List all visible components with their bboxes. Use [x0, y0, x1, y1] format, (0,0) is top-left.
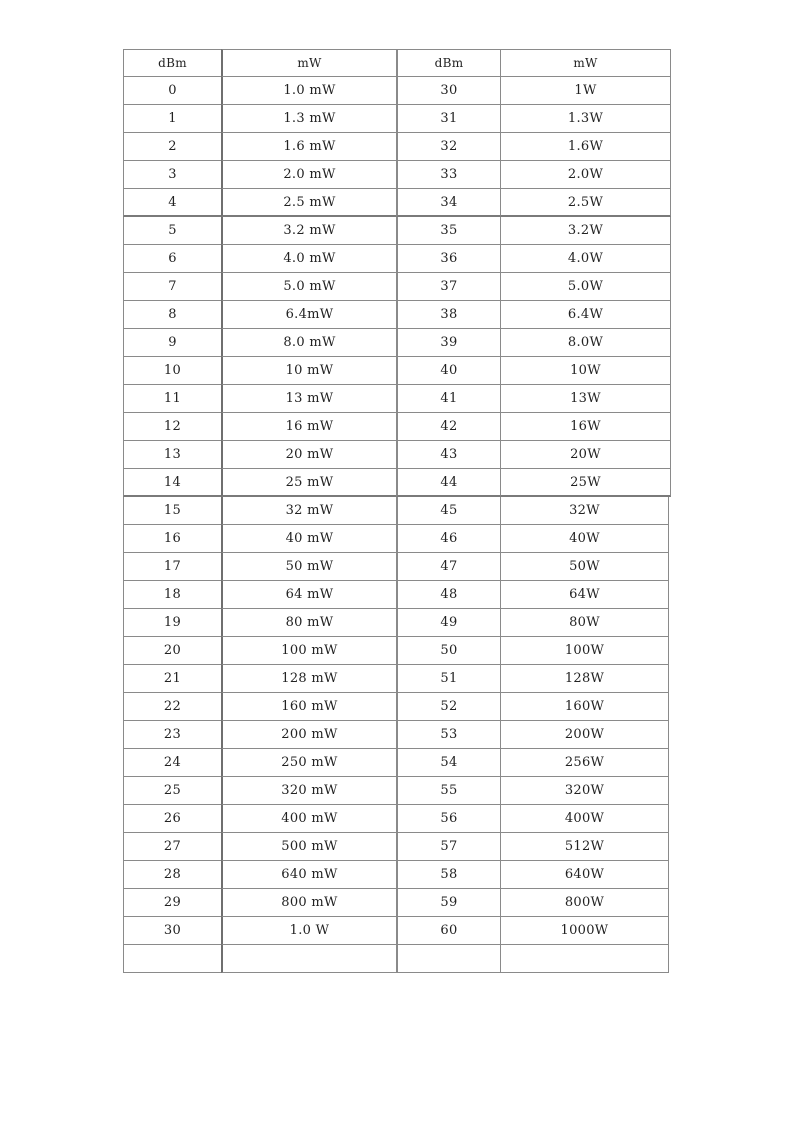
cell-mw-left: 40 mW	[221, 525, 396, 553]
cell-dbm-right: 41	[396, 385, 500, 413]
cell-dbm-right: 44	[396, 469, 500, 497]
cell-mw-left: 5.0 mW	[221, 273, 396, 301]
cell-dbm-right: 47	[396, 553, 500, 581]
header-mw-left: mW	[221, 49, 396, 77]
header-dbm-left: dBm	[123, 49, 221, 77]
cell-dbm-left: 11	[123, 385, 221, 413]
cell-dbm-left: 7	[123, 273, 221, 301]
cell-dbm-right: 50	[396, 637, 500, 665]
cell-dbm-left: 16	[123, 525, 221, 553]
cell-dbm-left: 0	[123, 77, 221, 105]
cell-mw-left: 20 mW	[221, 441, 396, 469]
table-row	[123, 637, 671, 665]
cell-mw-left: 2.5 mW	[221, 189, 396, 217]
table-header-row	[123, 49, 671, 77]
table-row	[123, 385, 671, 413]
cell-mw-left: 1.6 mW	[221, 133, 396, 161]
cell-mw-left: 500 mW	[221, 833, 396, 861]
table-row	[123, 553, 671, 581]
cell-dbm-left: 26	[123, 805, 221, 833]
cell-dbm-left: 25	[123, 777, 221, 805]
table-row	[123, 217, 671, 245]
cell-mw-right: 128W	[500, 665, 669, 693]
cell-mw-right: 80W	[500, 609, 669, 637]
cell-dbm-left: 15	[123, 497, 221, 525]
cell-mw-left: 128 mW	[221, 665, 396, 693]
header-dbm-right: dBm	[396, 49, 500, 77]
cell-mw-right: 3.2W	[500, 217, 671, 245]
cell-mw-left: 25 mW	[221, 469, 396, 497]
table-row	[123, 133, 671, 161]
cell-dbm-left: 17	[123, 553, 221, 581]
table-row	[123, 917, 671, 945]
cell-mw-right: 256W	[500, 749, 669, 777]
table-row	[123, 329, 671, 357]
cell-dbm-left: 12	[123, 413, 221, 441]
table-row	[123, 245, 671, 273]
table-row	[123, 889, 671, 917]
cell-dbm-left: 24	[123, 749, 221, 777]
table-row	[123, 721, 671, 749]
table-row	[123, 665, 671, 693]
cell-dbm-left: 20	[123, 637, 221, 665]
cell-dbm-right: 58	[396, 861, 500, 889]
cell-mw-left: 320 mW	[221, 777, 396, 805]
dbm-to-mw-conversion-table	[123, 49, 671, 973]
cell-mw-right: 2.0W	[500, 161, 671, 189]
table-row	[123, 77, 671, 105]
cell-dbm-left: 5	[123, 217, 221, 245]
cell-mw-right: 800W	[500, 889, 669, 917]
cell-mw-left: 50 mW	[221, 553, 396, 581]
cell-dbm-left: 14	[123, 469, 221, 497]
cell-dbm-left: 28	[123, 861, 221, 889]
cell-mw-right: 640W	[500, 861, 669, 889]
cell-dbm-left: 19	[123, 609, 221, 637]
cell-dbm-left: 10	[123, 357, 221, 385]
table-row	[123, 749, 671, 777]
cell-mw-right: 13W	[500, 385, 671, 413]
cell-dbm-left: 6	[123, 245, 221, 273]
table-row	[123, 581, 671, 609]
cell-mw-right: 6.4W	[500, 301, 671, 329]
table-row	[123, 777, 671, 805]
cell-dbm-left: 2	[123, 133, 221, 161]
cell-dbm-right: 56	[396, 805, 500, 833]
table-row	[123, 497, 671, 525]
cell-dbm-left: 27	[123, 833, 221, 861]
cell-dbm-right: 49	[396, 609, 500, 637]
cell-mw-left: 100 mW	[221, 637, 396, 665]
table-row	[123, 189, 671, 217]
cell-dbm-left: 21	[123, 665, 221, 693]
cell-mw-left: 6.4mW	[221, 301, 396, 329]
table-row	[123, 805, 671, 833]
cell-mw-left: 250 mW	[221, 749, 396, 777]
cell-mw-right	[500, 945, 669, 973]
cell-dbm-left: 22	[123, 693, 221, 721]
cell-mw-left: 800 mW	[221, 889, 396, 917]
cell-mw-right: 5.0W	[500, 273, 671, 301]
cell-mw-right: 25W	[500, 469, 671, 497]
cell-mw-left: 1.0 W	[221, 917, 396, 945]
cell-dbm-right: 33	[396, 161, 500, 189]
cell-dbm-right: 39	[396, 329, 500, 357]
table-row	[123, 861, 671, 889]
cell-mw-left: 16 mW	[221, 413, 396, 441]
cell-mw-right: 20W	[500, 441, 671, 469]
cell-mw-left: 1.0 mW	[221, 77, 396, 105]
cell-mw-right: 512W	[500, 833, 669, 861]
cell-dbm-right: 46	[396, 525, 500, 553]
cell-mw-left: 400 mW	[221, 805, 396, 833]
table-row	[123, 833, 671, 861]
cell-dbm-right: 60	[396, 917, 500, 945]
cell-mw-right: 10W	[500, 357, 671, 385]
cell-mw-right: 16W	[500, 413, 671, 441]
cell-dbm-right: 40	[396, 357, 500, 385]
cell-dbm-right: 38	[396, 301, 500, 329]
cell-dbm-right: 57	[396, 833, 500, 861]
cell-mw-right: 1.3W	[500, 105, 671, 133]
cell-dbm-right: 45	[396, 497, 500, 525]
cell-dbm-right: 51	[396, 665, 500, 693]
cell-dbm-left: 29	[123, 889, 221, 917]
cell-mw-right: 50W	[500, 553, 669, 581]
table-row	[123, 693, 671, 721]
cell-dbm-left: 23	[123, 721, 221, 749]
table-row	[123, 525, 671, 553]
cell-mw-left: 640 mW	[221, 861, 396, 889]
cell-mw-left: 10 mW	[221, 357, 396, 385]
cell-dbm-left: 8	[123, 301, 221, 329]
cell-dbm-left	[123, 945, 221, 973]
cell-mw-left: 1.3 mW	[221, 105, 396, 133]
cell-dbm-right: 31	[396, 105, 500, 133]
cell-mw-right: 64W	[500, 581, 669, 609]
cell-dbm-right: 35	[396, 217, 500, 245]
cell-dbm-right: 32	[396, 133, 500, 161]
cell-dbm-left: 30	[123, 917, 221, 945]
cell-mw-right: 200W	[500, 721, 669, 749]
cell-mw-right: 320W	[500, 777, 669, 805]
table-row	[123, 945, 671, 973]
cell-mw-left: 200 mW	[221, 721, 396, 749]
cell-mw-left: 3.2 mW	[221, 217, 396, 245]
cell-dbm-left: 1	[123, 105, 221, 133]
cell-mw-right: 100W	[500, 637, 669, 665]
cell-dbm-left: 9	[123, 329, 221, 357]
table-row	[123, 105, 671, 133]
cell-mw-right: 160W	[500, 693, 669, 721]
table-row	[123, 357, 671, 385]
table-row	[123, 273, 671, 301]
cell-mw-right: 40W	[500, 525, 669, 553]
cell-dbm-right: 59	[396, 889, 500, 917]
cell-dbm-right: 34	[396, 189, 500, 217]
cell-dbm-right: 55	[396, 777, 500, 805]
cell-mw-right: 8.0W	[500, 329, 671, 357]
cell-mw-right: 4.0W	[500, 245, 671, 273]
cell-mw-left: 80 mW	[221, 609, 396, 637]
cell-dbm-left: 3	[123, 161, 221, 189]
cell-dbm-left: 13	[123, 441, 221, 469]
cell-dbm-right: 30	[396, 77, 500, 105]
cell-mw-right: 2.5W	[500, 189, 671, 217]
table-row	[123, 609, 671, 637]
table-row	[123, 413, 671, 441]
cell-mw-right: 1W	[500, 77, 671, 105]
cell-dbm-right: 37	[396, 273, 500, 301]
table-row	[123, 469, 671, 497]
cell-dbm-right: 48	[396, 581, 500, 609]
cell-mw-left: 160 mW	[221, 693, 396, 721]
cell-dbm-right: 52	[396, 693, 500, 721]
cell-mw-right: 400W	[500, 805, 669, 833]
cell-mw-left: 4.0 mW	[221, 245, 396, 273]
cell-dbm-right: 43	[396, 441, 500, 469]
cell-mw-left	[221, 945, 396, 973]
table-row	[123, 301, 671, 329]
cell-dbm-right: 54	[396, 749, 500, 777]
cell-mw-right: 1000W	[500, 917, 669, 945]
cell-dbm-right: 53	[396, 721, 500, 749]
table-row	[123, 441, 671, 469]
cell-dbm-right: 42	[396, 413, 500, 441]
cell-mw-left: 13 mW	[221, 385, 396, 413]
cell-dbm-right: 36	[396, 245, 500, 273]
cell-mw-right: 32W	[500, 497, 669, 525]
table-row	[123, 161, 671, 189]
cell-dbm-left: 4	[123, 189, 221, 217]
cell-mw-left: 8.0 mW	[221, 329, 396, 357]
header-mw-right: mW	[500, 49, 671, 77]
cell-mw-left: 2.0 mW	[221, 161, 396, 189]
cell-mw-right: 1.6W	[500, 133, 671, 161]
cell-dbm-left: 18	[123, 581, 221, 609]
cell-dbm-right	[396, 945, 500, 973]
cell-mw-left: 64 mW	[221, 581, 396, 609]
cell-mw-left: 32 mW	[221, 497, 396, 525]
